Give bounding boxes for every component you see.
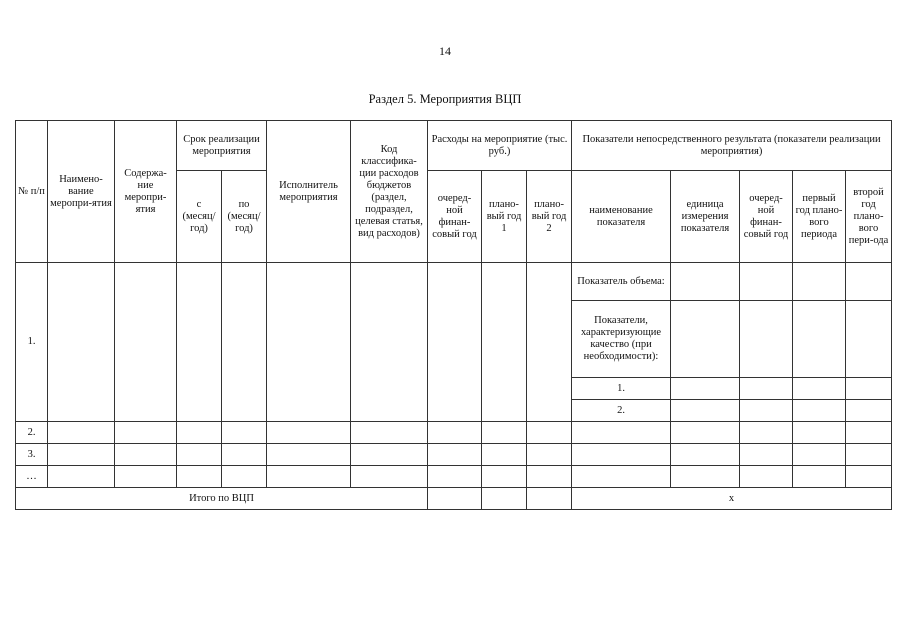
table-cell [48,263,115,422]
table-cell [846,263,892,301]
table-cell [428,263,482,422]
header-indicators: Показатели непосредственного результата (показатели реализации мероприятия) [572,121,892,171]
header-num: № п/п [16,121,48,263]
header-event-content: Содержа-ние меропри-ятия [115,121,177,263]
table-row [16,444,892,466]
table-cell [793,263,846,301]
table-cell [793,301,846,378]
total-row [16,488,892,510]
table-row [16,263,892,301]
header-term-from: с (месяц/ год) [177,171,222,263]
total-indicators-mark: х [572,488,892,510]
quality-item-num: 2. [572,400,671,422]
header-expenses: Расходы на мероприятие (тыс. руб.) [428,121,572,171]
table-cell [671,378,740,400]
quality-indicator-label: Показатели, характеризующие качество (при необходимости): [572,301,671,378]
table-cell [267,263,351,422]
row-num: 2. [16,422,48,444]
table-cell [740,400,793,422]
table-cell [793,378,846,400]
section-title: Раздел 5. Мероприятия ВЦП [368,92,522,106]
header-event-name: Наимено-вание меропри-ятия [48,121,115,263]
table-cell [740,301,793,378]
table-cell [527,263,572,422]
header-term: Срок реализации мероприятия [177,121,267,171]
table-cell [793,400,846,422]
table-cell [428,488,482,510]
row-num: 3. [16,444,48,466]
row-num: 1. [16,263,48,422]
header-expenses-next-year: очеред-ной финан-совый год [428,171,482,263]
table-row [16,422,892,444]
volume-indicator-label: Показатель объема: [572,263,671,301]
header-expenses-plan-year-2: плано-вый год 2 [527,171,572,263]
table-cell [222,263,267,422]
header-indicator-plan-year-1: первый год плано-вого периода [793,171,846,263]
table-cell [482,488,527,510]
table-cell [740,263,793,301]
table-cell [351,263,428,422]
table-cell [115,263,177,422]
page-number: 14 [439,44,451,58]
quality-item-num: 1. [572,378,671,400]
table-cell [671,301,740,378]
header-indicator-next-year: очеред-ной финан-совый год [740,171,793,263]
table-cell [846,301,892,378]
events-table [15,120,892,510]
table-cell [482,263,527,422]
table-cell [177,263,222,422]
table-cell [846,400,892,422]
header-budget-code: Код классифика-ции расходов бюджетов (раздел, подраздел, целевая статья, вид расходов) [351,121,428,263]
header-expenses-plan-year-1: плано-вый год 1 [482,171,527,263]
header-executor: Исполнитель мероприятия [267,121,351,263]
table-row [16,466,892,488]
header-term-to: по (месяц/ год) [222,171,267,263]
table-cell [671,263,740,301]
table-cell [846,378,892,400]
total-label: Итого по ВЦП [16,488,428,510]
header-indicator-plan-year-2: второй год плано-вого пери-ода [846,171,892,263]
table-cell [527,488,572,510]
table-cell [740,378,793,400]
row-num: … [16,466,48,488]
header-indicator-name: наименование показателя [572,171,671,263]
header-indicator-unit: единица измерения показателя [671,171,740,263]
table-cell [671,400,740,422]
